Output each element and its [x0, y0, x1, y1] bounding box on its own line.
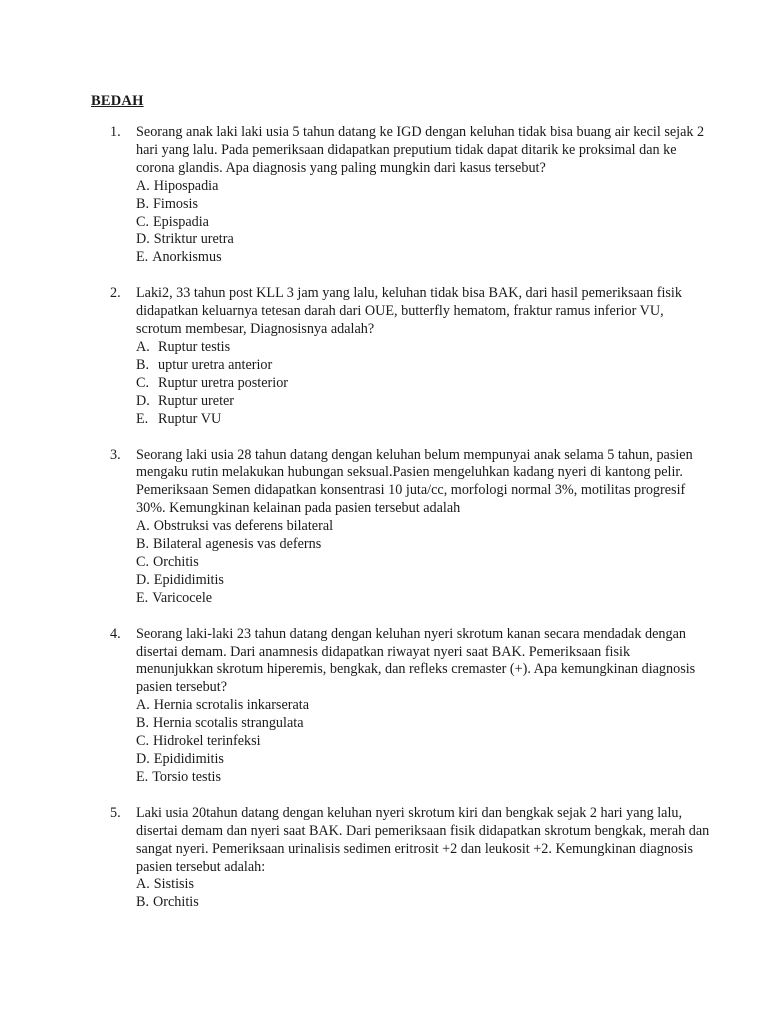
option-letter: E. [136, 410, 149, 427]
question-2 [110, 285, 710, 428]
question-text: Laki2, 33 tahun post KLL 3 jam yang lalu, keluhan tidak bisa BAK, dari hasil pemeriksaan fisik didapatkan keluarnya tetesan darah dari OUE, butterfly hematom, fraktur ramus inferior VU, scrotum membesar, Diagnosisnya adalah? [136, 285, 682, 338]
option-d [136, 751, 710, 769]
option-a [136, 697, 710, 715]
option-text: Hernia scrotalis inkarserata [153, 697, 310, 714]
option-text: Hidrokel terinfeksi [153, 733, 261, 750]
question-5 [110, 805, 710, 912]
option-list [136, 339, 710, 429]
option-letter: C. [136, 733, 150, 750]
question-text: Seorang laki-laki 23 tahun datang dengan keluhan nyeri skrotum kanan secara mendadak dengan disertai demam. Dari anamnesis didapatkan riwayat nyeri saat BAK. Pemeriksaan fisik menunjukkan skrotum hiperemis, bengkak, dan refleks cremaster (+). Apa kemungkinan diagnosis pasien tersebut? [136, 625, 696, 696]
question-text: Seorang laki usia 28 tahun datang dengan keluhan belum mempunyai anak selama 5 tahun, pasien mengaku rutin melakukan hubungan seksual.Pasien mengeluhkan kadang nyeri di kantong pelir. Pemeriksaan Semen didapatkan konsentrasi 10 juta/cc, morfologi normal 3%, motilitas progresif 30%. Kemungkinan kelainan pada pasien tersebut adalah [136, 446, 693, 517]
question-text: Seorang anak laki laki usia 5 tahun datang ke IGD dengan keluhan tidak bisa buang air kecil sejak 2 hari yang lalu. Pada pemeriksaan didapatkan preputium tidak dapat ditarik ke proksimal dan ke corona glandis. Apa diagnosis yang paling mungkin dari kasus tersebut? [136, 124, 705, 176]
option-d [136, 231, 710, 249]
question-3 [110, 447, 710, 608]
option-letter: C. [136, 374, 150, 391]
question-number: 1. [110, 124, 121, 140]
option-text: Varicocele [152, 589, 213, 606]
option-list [136, 697, 710, 787]
option-b [136, 894, 710, 912]
option-text: Epididimitis [153, 751, 224, 767]
option-letter: B. [136, 356, 150, 373]
option-e [136, 769, 710, 787]
option-e [136, 411, 710, 429]
option-letter: A. [136, 177, 150, 194]
option-d [136, 572, 710, 590]
option-a [136, 876, 710, 894]
option-letter: D. [136, 231, 150, 248]
option-text: Obstruksi vas deferens bilateral [153, 518, 334, 535]
page-title: BEDAH [91, 93, 144, 109]
option-letter: C. [136, 553, 150, 570]
option-b [136, 715, 710, 733]
option-text: Ruptur uretra posterior [158, 374, 289, 391]
option-letter: A. [136, 697, 150, 714]
option-b [136, 357, 710, 375]
option-a [136, 178, 710, 196]
option-text: Epididimitis [153, 571, 224, 588]
question-number: 4. [110, 625, 121, 642]
option-text: Sistisis [153, 876, 195, 893]
option-text: Bilateral agenesis vas deferns [153, 536, 322, 553]
option-text: Ruptur testis [158, 338, 231, 355]
option-letter: A. [136, 338, 150, 355]
option-text: Epispadia [153, 213, 209, 230]
option-letter: D. [136, 571, 150, 588]
question-number: 5. [110, 804, 121, 821]
option-b [136, 536, 710, 554]
option-letter: D. [136, 751, 150, 767]
option-text: Hernia scotalis strangulata [153, 715, 304, 732]
option-e [136, 249, 710, 267]
question-text: Laki usia 20tahun datang dengan keluhan nyeri skrotum kiri dan bengkak sejak 2 hari yang lalu, disertai demam dan nyeri saat BAK. Dari pemeriksaan fisik didapatkan skrotum bengkak, merah dan sangat nyeri. Pemeriksaan urinalisis sedimen eritrosit +2 dan leukosit +2. Kemungkinan diagnosis pasien tersebut adalah: [136, 804, 710, 875]
option-text: Orchitis [153, 894, 199, 911]
option-letter: E. [136, 589, 149, 606]
option-a [136, 518, 710, 536]
option-letter: B. [136, 894, 150, 911]
option-c [136, 554, 710, 572]
option-b [136, 196, 710, 214]
option-d [136, 393, 710, 411]
option-c [136, 375, 710, 393]
option-text: Anorkismus [152, 249, 222, 266]
question-1 [110, 124, 710, 267]
option-list [136, 178, 710, 268]
option-letter: A. [136, 518, 150, 535]
option-letter: B. [136, 536, 150, 553]
option-letter: B. [136, 195, 150, 212]
option-text: uptur uretra anterior [158, 356, 273, 373]
option-text: Orchitis [153, 553, 199, 570]
question-list [110, 124, 710, 930]
question-number: 2. [110, 285, 121, 302]
option-letter: E. [136, 249, 149, 266]
option-letter: D. [136, 392, 150, 409]
option-e [136, 590, 710, 608]
option-c [136, 214, 710, 232]
option-letter: A. [136, 876, 150, 893]
option-text: Fimosis [153, 195, 198, 212]
option-letter: B. [136, 715, 150, 732]
option-text: Hipospadia [153, 177, 219, 194]
question-4 [110, 626, 710, 787]
option-letter: E. [136, 768, 149, 785]
option-text: Striktur uretra [153, 231, 234, 248]
option-letter: C. [136, 213, 150, 230]
question-number: 3. [110, 446, 121, 463]
option-c [136, 733, 710, 751]
option-list [136, 876, 710, 912]
option-a [136, 339, 710, 357]
option-text: Ruptur ureter [158, 392, 235, 409]
option-text: Ruptur VU [158, 410, 222, 427]
option-list [136, 518, 710, 608]
option-text: Torsio testis [152, 768, 221, 785]
